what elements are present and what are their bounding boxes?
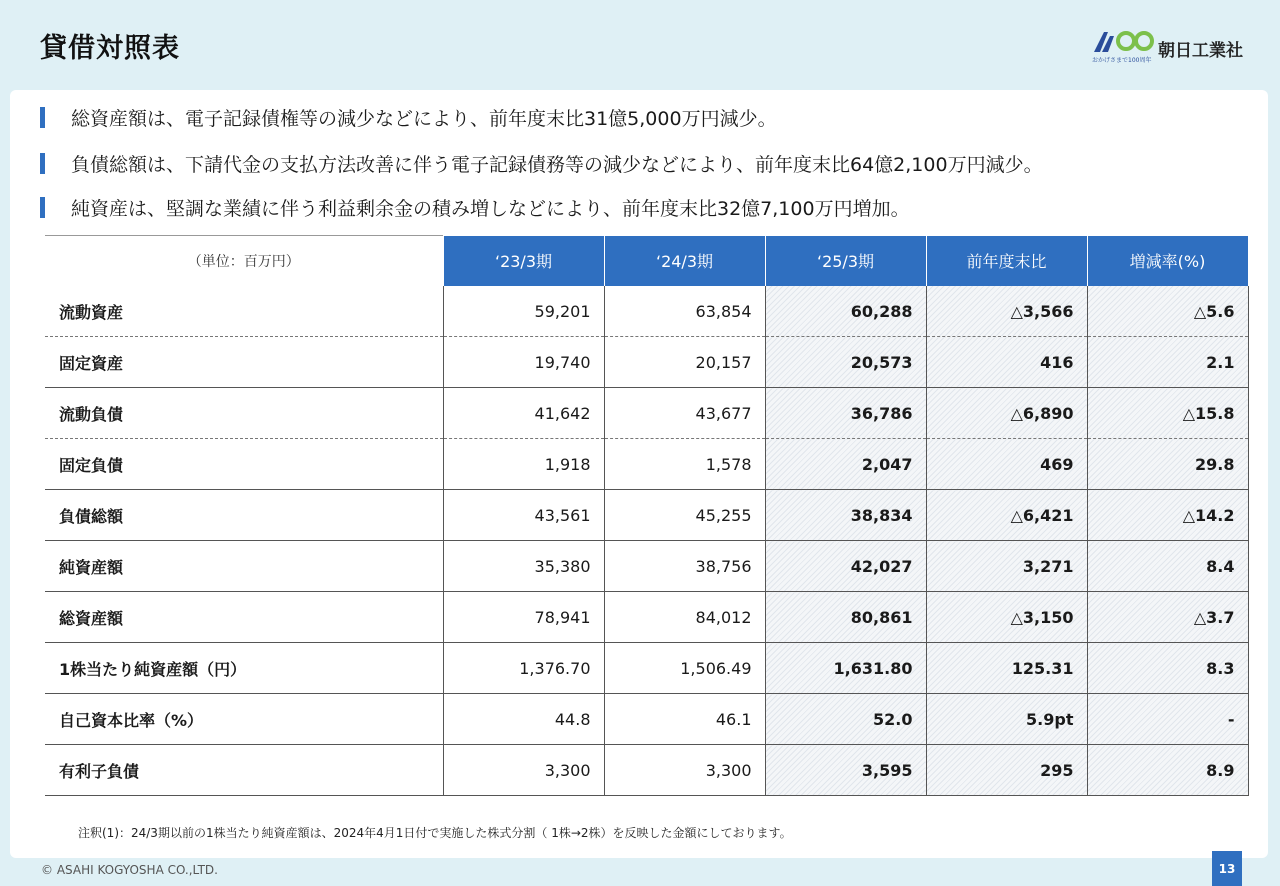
table-row [45, 643, 1248, 694]
table-cell: △3,566 [926, 286, 1087, 337]
table-cell: 2,047 [765, 439, 926, 490]
row-label: 自己資本比率（%） [45, 694, 443, 745]
table-cell: 3,300 [443, 745, 604, 796]
company-logo [1092, 30, 1242, 66]
table-cell: 1,918 [443, 439, 604, 490]
table-cell: 19,740 [443, 337, 604, 388]
row-label: 有利子負債 [45, 745, 443, 796]
table-cell: △15.8 [1087, 388, 1248, 439]
table-cell: 45,255 [604, 490, 765, 541]
table-cell: 1,631.80 [765, 643, 926, 694]
table-cell: 8.9 [1087, 745, 1248, 796]
table-cell: 20,157 [604, 337, 765, 388]
table-cell: 46.1 [604, 694, 765, 745]
bullet-bar-icon [40, 107, 45, 128]
table-cell: 125.31 [926, 643, 1087, 694]
row-label: 1株当たり純資産額（円） [45, 643, 443, 694]
table-cell: 63,854 [604, 286, 765, 337]
table-cell: 2.1 [1087, 337, 1248, 388]
row-label: 負債総額 [45, 490, 443, 541]
table-header-row [45, 236, 1248, 287]
column-header: ‘24/3期 [604, 236, 765, 287]
bullet-item [40, 195, 910, 219]
table-cell: 469 [926, 439, 1087, 490]
table-row [45, 592, 1248, 643]
table-cell: 41,642 [443, 388, 604, 439]
column-header: ‘23/3期 [443, 236, 604, 287]
page-number: 13 [1212, 851, 1242, 886]
table-cell: 35,380 [443, 541, 604, 592]
table-cell: 3,300 [604, 745, 765, 796]
table-row [45, 439, 1248, 490]
table-cell: 42,027 [765, 541, 926, 592]
table-cell: 1,578 [604, 439, 765, 490]
table-cell: 43,561 [443, 490, 604, 541]
table-row [45, 694, 1248, 745]
table-cell: 52.0 [765, 694, 926, 745]
bullet-bar-icon [40, 197, 45, 218]
column-header: 前年度末比 [926, 236, 1087, 287]
table-row [45, 388, 1248, 439]
footnote: 注釈(1)：24/3期以前の1株当たり純資産額は、2024年4月1日付で実施した株式分割（ 1株→2株）を反映した金額にしております。 [78, 826, 792, 840]
table-cell: 60,288 [765, 286, 926, 337]
column-header: 増減率(%) [1087, 236, 1248, 287]
table-cell: 5.9pt [926, 694, 1087, 745]
table-cell: △6,890 [926, 388, 1087, 439]
bullet-item [40, 105, 777, 129]
bullet-text: 総資産額は、電子記録債権等の減少などにより、前年度末比31億5,000万円減少。 [71, 107, 777, 130]
table-cell: △6,421 [926, 490, 1087, 541]
table-row [45, 745, 1248, 796]
table-cell: 78,941 [443, 592, 604, 643]
table-cell: 8.3 [1087, 643, 1248, 694]
table-cell: 20,573 [765, 337, 926, 388]
table-cell: △3,150 [926, 592, 1087, 643]
logo-tagline: おかげさまで100周年 [1092, 57, 1152, 64]
row-label: 流動負債 [45, 388, 443, 439]
table-cell: 416 [926, 337, 1087, 388]
table-cell: 84,012 [604, 592, 765, 643]
table-row [45, 286, 1248, 337]
balance-sheet-table [45, 235, 1249, 796]
table-cell: 38,756 [604, 541, 765, 592]
row-label: 固定資産 [45, 337, 443, 388]
content-card [10, 90, 1268, 858]
table-cell: 1,506.49 [604, 643, 765, 694]
table-cell: 44.8 [443, 694, 604, 745]
table-cell: 1,376.70 [443, 643, 604, 694]
copyright: © ASAHI KOGYOSHA CO.,LTD. [41, 863, 218, 877]
table-cell: 38,834 [765, 490, 926, 541]
table-cell: 3,595 [765, 745, 926, 796]
table-row [45, 490, 1248, 541]
row-label: 流動資産 [45, 286, 443, 337]
table-cell: 59,201 [443, 286, 604, 337]
unit-label: （単位：百万円） [45, 236, 443, 287]
table-cell: △3.7 [1087, 592, 1248, 643]
table-cell: - [1087, 694, 1248, 745]
table-row [45, 337, 1248, 388]
table-cell: 8.4 [1087, 541, 1248, 592]
table-cell: △14.2 [1087, 490, 1248, 541]
anniversary-100-logo-icon [1092, 30, 1156, 54]
table-cell: △5.6 [1087, 286, 1248, 337]
bullet-bar-icon [40, 153, 45, 174]
bullet-text: 純資産は、堅調な業績に伴う利益剰余金の積み増しなどにより、前年度末比32億7,100万円増加。 [71, 197, 910, 220]
company-name: 朝日工業社 [1158, 41, 1243, 61]
row-label: 総資産額 [45, 592, 443, 643]
row-label: 固定負債 [45, 439, 443, 490]
table-row [45, 541, 1248, 592]
page-title: 貸借対照表 [40, 33, 180, 64]
table-cell: 43,677 [604, 388, 765, 439]
row-label: 純資産額 [45, 541, 443, 592]
table-cell: 3,271 [926, 541, 1087, 592]
table-cell: 29.8 [1087, 439, 1248, 490]
bullet-item [40, 151, 1043, 175]
table-cell: 80,861 [765, 592, 926, 643]
table-cell: 295 [926, 745, 1087, 796]
table-cell: 36,786 [765, 388, 926, 439]
bullet-text: 負債総額は、下請代金の支払方法改善に伴う電子記録債務等の減少などにより、前年度末比64億2,100万円減少。 [71, 153, 1043, 176]
column-header: ‘25/3期 [765, 236, 926, 287]
